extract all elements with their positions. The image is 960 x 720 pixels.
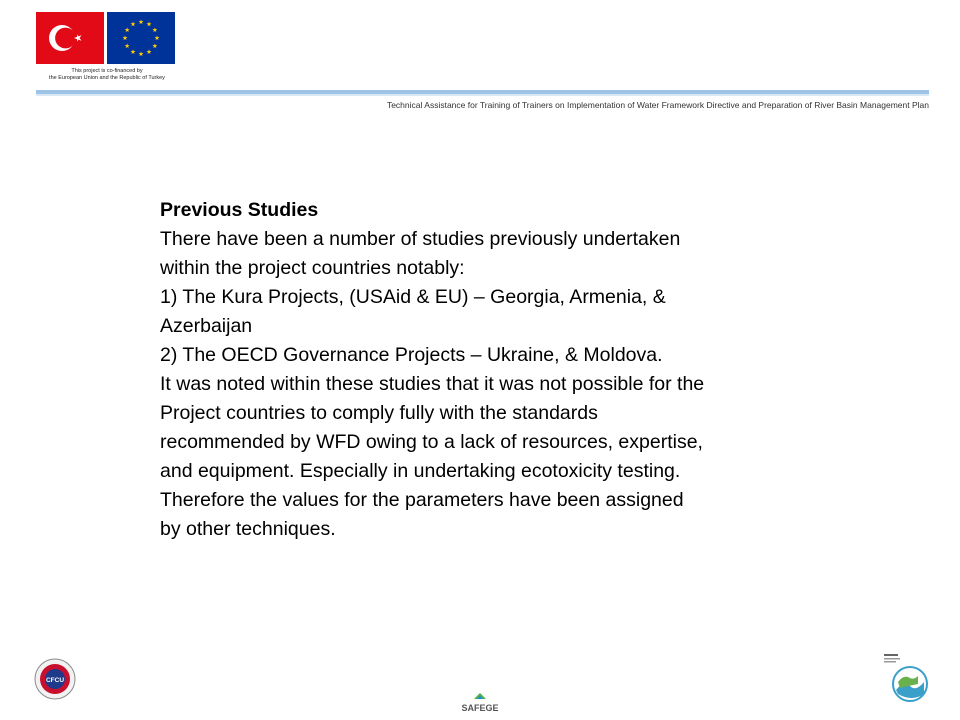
body-line: and equipment. Especially in undertaking ecotoxicity testing.: [160, 460, 681, 482]
body-line: by other techniques.: [160, 518, 336, 540]
body-line: There have been a number of studies previously undertaken: [160, 228, 681, 250]
cfcu-logo: [34, 658, 76, 700]
body-line: 2) The OECD Governance Projects – Ukraine, & Moldova.: [160, 344, 663, 366]
body-line: within the project countries notably:: [160, 257, 465, 279]
turkey-flag-icon: [36, 12, 104, 64]
section-heading: Previous Studies: [160, 199, 319, 221]
body-line: 1) The Kura Projects, (USAid & EU) – Georgia, Armenia, &: [160, 286, 666, 308]
slide-body: [160, 196, 840, 544]
cofinance-note: [36, 68, 178, 82]
cfcu-logo-text: CFCU: [45, 677, 65, 684]
safege-logo: [447, 690, 513, 714]
slide-header: [0, 0, 960, 120]
ministry-logo: [882, 652, 930, 704]
body-line: recommended by WFD owing to a lack of resources, expertise,: [160, 431, 703, 453]
eu-flag-icon: [107, 12, 175, 64]
safege-logo-text: SAFEGE: [461, 703, 499, 713]
body-line: Therefore the values for the parameters have been assigned: [160, 489, 684, 511]
body-line: Azerbaijan: [160, 315, 253, 337]
header-band-light: [36, 94, 929, 96]
body-line: Project countries to comply fully with the standards: [160, 402, 598, 424]
project-title: Technical Assistance for Training of Trainers on Implementation of Water Framework Directive and Preparation of River Basin Management Plan: [386, 100, 929, 110]
cofinance-line-1: This project is co-financed by: [71, 68, 143, 74]
cofinance-line-2: the European Union and the Republic of Turkey: [49, 74, 165, 81]
body-line: It was noted within these studies that it was not possible for the: [160, 373, 705, 395]
